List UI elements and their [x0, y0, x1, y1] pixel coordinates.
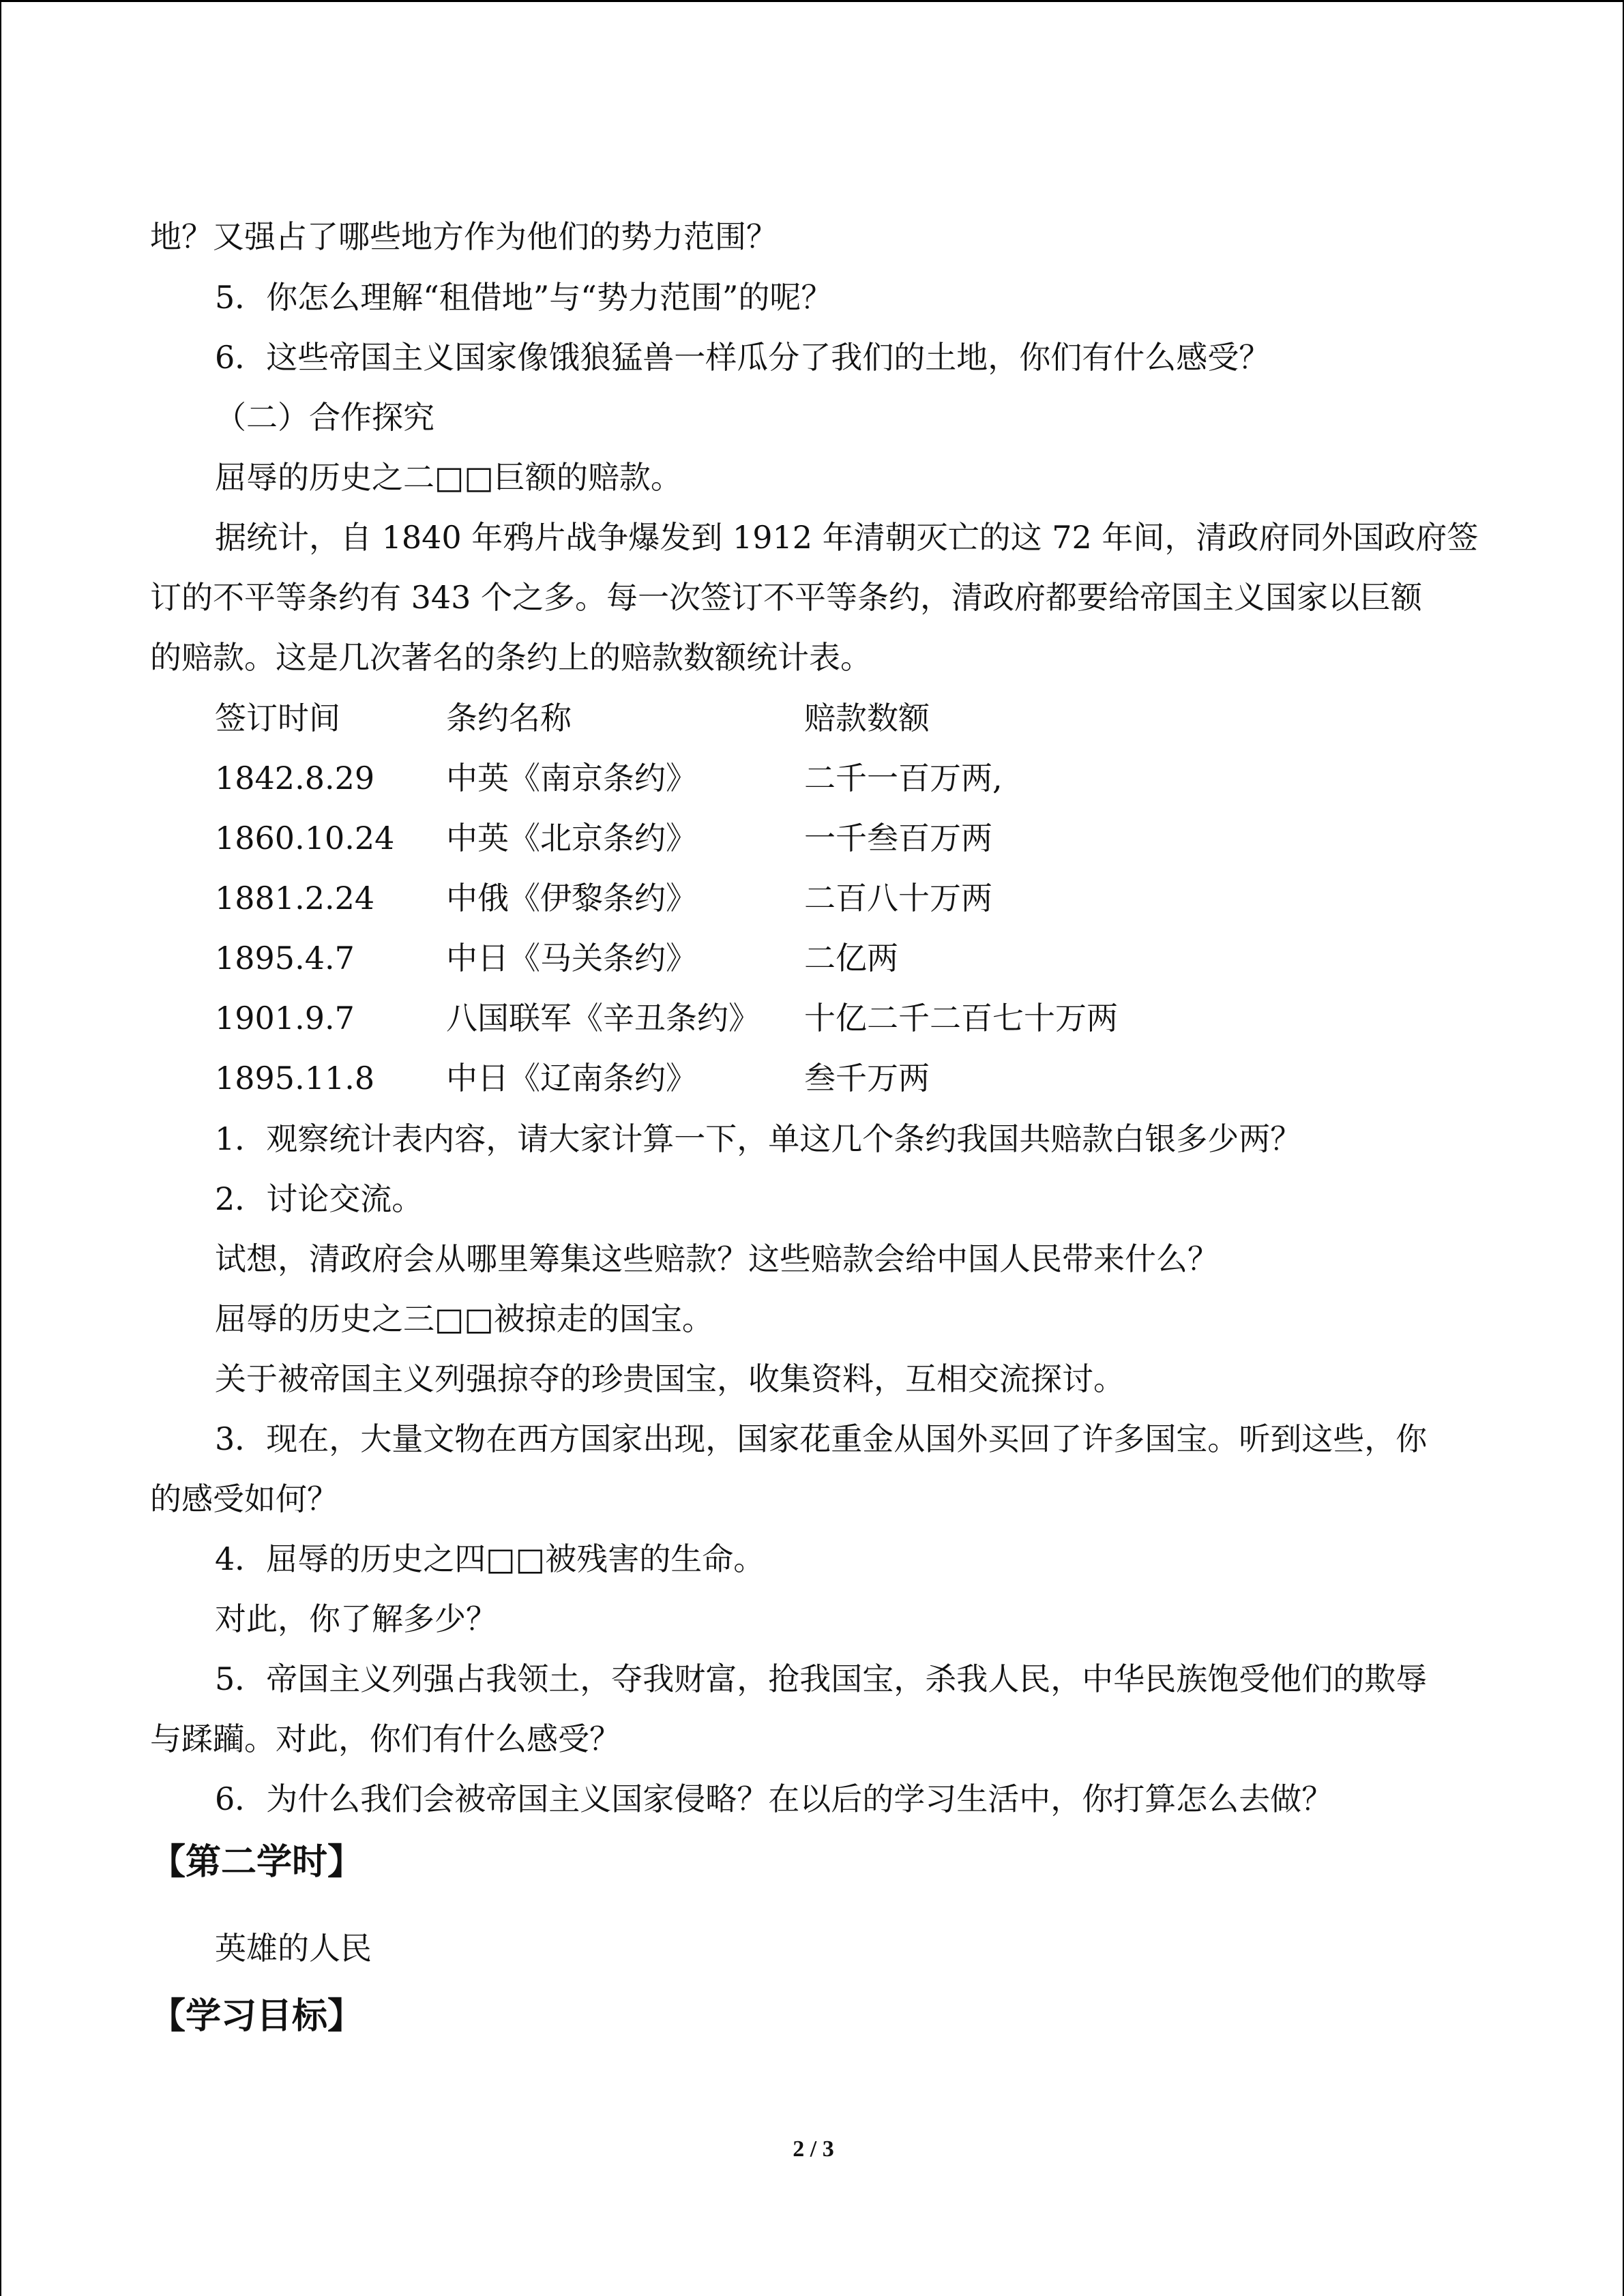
treaty-amount: 十亿二千二百七十万两 [804, 1000, 1118, 1037]
question-line: 6．为什么我们会被帝国主义国家侵略？在以后的学习生活中，你打算怎么去做？ [215, 1780, 1333, 1817]
treaty-date: 1895.4.7 [215, 940, 355, 976]
treaty-amount: 二百八十万两 [804, 880, 992, 916]
subsection-title: （二）合作探究 [215, 399, 434, 436]
page-number: 2 / 3 [793, 2136, 834, 2162]
table-row [1, 998, 1624, 1039]
treaty-amount: 二亿两 [804, 940, 898, 976]
question-line: 1．观察统计表内容，请大家计算一下，单这几个条约我国共赔款白银多少两？ [215, 1120, 1302, 1157]
paragraph-line: 据统计，自 1840 年鸦片战争爆发到 1912 年清朝灭亡的这 72 年间，清政府同外国政府签 [215, 519, 1479, 556]
paragraph-line: 订的不平等条约有 343 个之多。每一次签订不平等条约，清政府都要给帝国主义国家以巨额 [150, 579, 1423, 616]
treaty-name: 中英《北京条约》 [446, 820, 697, 856]
paragraph-line: 的赔款。这是几次著名的条约上的赔款数额统计表。 [150, 639, 872, 676]
question-line: 2．讨论交流。 [215, 1180, 424, 1217]
paragraph-line: 与蹂躏。对此，你们有什么感受？ [150, 1720, 621, 1757]
treaty-date: 1895.11.8 [215, 1060, 375, 1097]
paragraph-line: 的感受如何？ [150, 1480, 338, 1517]
treaty-amount: 二千一百万两, [804, 760, 1003, 796]
table-header-row [1, 698, 1624, 739]
treaty-date: 1842.8.29 [215, 760, 375, 796]
treaty-amount: 叁千万两 [804, 1060, 930, 1097]
paragraph-line: 地？又强占了哪些地方作为他们的势力范围？ [150, 218, 778, 255]
table-row [1, 1058, 1624, 1099]
paragraph-line: 关于被帝国主义列强掠夺的珍贵国宝，收集资料，互相交流探讨。 [215, 1360, 1125, 1397]
treaty-amount: 一千叁百万两 [804, 820, 992, 856]
treaty-name: 中日《马关条约》 [446, 940, 697, 976]
section-heading: 【学习目标】 [150, 1996, 364, 2037]
table-row [1, 758, 1624, 799]
column-header-treaty: 条约名称 [446, 700, 572, 736]
table-row [1, 878, 1624, 919]
treaty-date: 1860.10.24 [215, 820, 395, 856]
question-line: 5．帝国主义列强占我领土，夺我财富，抢我国宝，杀我人民，中华民族饱受他们的欺辱 [215, 1660, 1428, 1697]
treaty-name: 八国联军《辛丑条约》 [446, 1000, 760, 1037]
treaty-date: 1901.9.7 [215, 1000, 355, 1037]
paragraph-line: 屈辱的历史之二□□巨额的赔款。 [215, 459, 682, 496]
question-line: 4．屈辱的历史之四□□被残害的生命。 [215, 1540, 765, 1577]
paragraph-line: 试想，清政府会从哪里筹集这些赔款？这些赔款会给中国人民带来什么？ [215, 1240, 1219, 1277]
treaty-name: 中英《南京条约》 [446, 760, 697, 796]
lesson-topic: 英雄的人民 [215, 1930, 372, 1967]
question-line: 3．现在，大量文物在西方国家出现，国家花重金从国外买回了许多国宝。听到这些，你 [215, 1420, 1428, 1457]
column-header-amount: 赔款数额 [804, 700, 930, 736]
treaty-name: 中俄《伊黎条约》 [446, 880, 697, 916]
paragraph-line: 5．你怎么理解“租借地”与“势力范围”的呢？ [215, 279, 833, 316]
table-row [1, 818, 1624, 859]
paragraph-line: 6．这些帝国主义国家像饿狼猛兽一样瓜分了我们的土地，你们有什么感受？ [215, 339, 1271, 376]
section-heading: 【第二学时】 [150, 1842, 364, 1883]
treaty-name: 中日《辽南条约》 [446, 1060, 697, 1097]
paragraph-line: 对此，你了解多少？ [215, 1600, 497, 1637]
column-header-date: 签订时间 [215, 700, 340, 736]
table-row [1, 938, 1624, 979]
paragraph-line: 屈辱的历史之三□□被掠走的国宝。 [215, 1300, 713, 1337]
treaty-date: 1881.2.24 [215, 880, 375, 916]
